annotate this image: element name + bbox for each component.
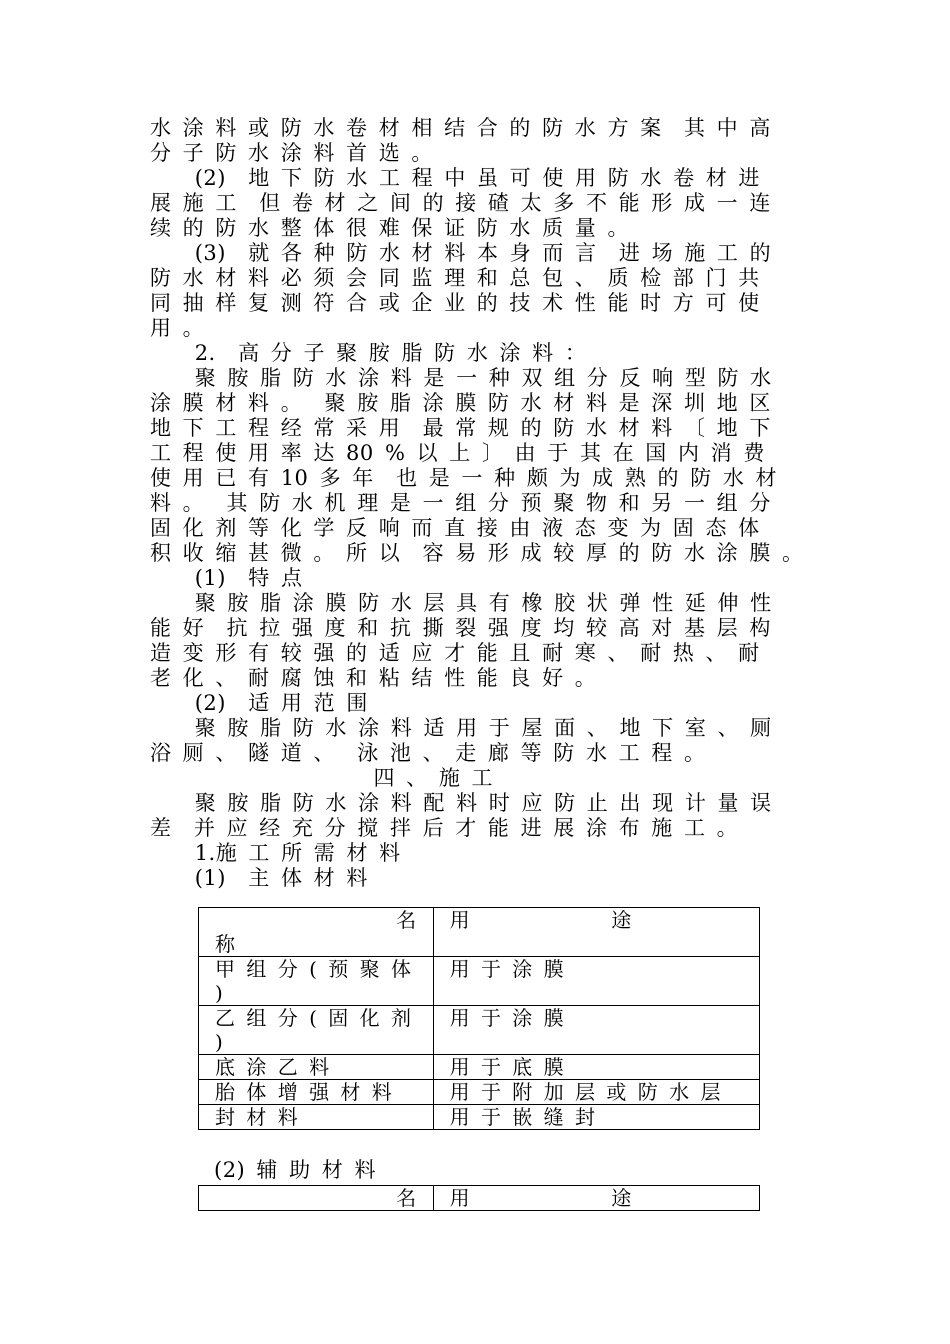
material-use-cell: 用 于 附 加 层 或 防 水 层 xyxy=(433,1080,759,1105)
material-use-cell: 用 于 涂 膜 xyxy=(433,1006,759,1055)
text-line: 防 水 材 料 必 须 会 同 监 理 和 总 包 、 质 检 部 门 共 xyxy=(150,266,760,290)
aux-materials-table xyxy=(198,1185,760,1211)
text-line: 涂 膜 材 料 。 聚 胺 脂 涂 膜 防 水 材 料 是 深 圳 地 区 xyxy=(150,391,771,415)
table-row xyxy=(199,1080,760,1105)
name-header-top: 名 xyxy=(396,908,417,932)
use-header-cell: 用 途 xyxy=(433,908,759,957)
table-row xyxy=(199,1006,760,1055)
material-name-cell: 甲 组 分 ( 预 聚 体 ) xyxy=(199,957,434,1006)
text-line: 同 抽 样 复 测 符 合 或 企 业 的 技 术 性 能 时 方 可 使 xyxy=(150,291,760,315)
subsection-heading: (2) 辅 助 材 料 xyxy=(214,1158,376,1182)
material-use-cell: 用 于 底 膜 xyxy=(433,1055,759,1080)
section-heading: 2. 高 分 子 聚 胺 脂 防 水 涂 料 ： xyxy=(150,341,587,365)
material-use-cell: 用 于 嵌 缝 封 xyxy=(433,1105,759,1130)
name-header-cell xyxy=(199,908,434,957)
text-line: 水 涂 料 或 防 水 卷 材 相 结 合 的 防 水 方 案 其 中 高 xyxy=(150,116,771,140)
text-line: 聚 胺 脂 防 水 涂 料 适 用 于 屋 面 、 地 下 室 、 厕 xyxy=(150,716,772,740)
text-line: 展 施 工 但 卷 材 之 间 的 接 碴 太 多 不 能 形 成 一 连 xyxy=(150,191,771,215)
text-line: 造 变 形 有 较 强 的 适 应 才 能 且 耐 寒 、 耐 热 、 耐 xyxy=(150,641,760,665)
text-line: 分 子 防 水 涂 料 首 选 。 xyxy=(150,141,433,165)
text-line: 浴 厕 、 隧 道 、 泳 池 、 走 廊 等 防 水 工 程 。 xyxy=(150,741,706,765)
text-line: 聚 胺 脂 防 水 涂 料 是 一 种 双 组 分 反 响 型 防 水 xyxy=(150,366,772,390)
text-line: 使 用 已 有 10 多 年 也 是 一 种 颇 为 成 熟 的 防 水 材 xyxy=(150,466,778,490)
text-line: 聚 胺 脂 防 水 涂 料 配 料 时 应 防 止 出 现 计 量 误 xyxy=(150,791,772,815)
material-use-cell: 用 于 涂 膜 xyxy=(433,957,759,1006)
text-line: (2) 地 下 防 水 工 程 中 虽 可 使 用 防 水 卷 材 进 xyxy=(150,166,760,190)
text-line: 固 化 剂 等 化 学 反 响 而 直 接 由 液 态 变 为 固 态 体 xyxy=(150,516,760,540)
main-materials-table xyxy=(198,907,760,1130)
subsection-heading: (2) 适 用 范 围 xyxy=(150,691,368,715)
text-line: 积 收 缩 甚 微 。 所 以 容 易 形 成 较 厚 的 防 水 涂 膜 。 xyxy=(150,541,804,565)
text-line: (3) 就 各 种 防 水 材 料 本 身 而 言 进 场 施 工 的 xyxy=(150,241,772,265)
subsection-heading: 1.施 工 所 需 材 料 xyxy=(150,841,401,865)
text-line: 地 下 工 程 经 常 采 用 最 常 规 的 防 水 材 料 〔 地 下 xyxy=(150,416,771,440)
name-header-bottom: 称 xyxy=(215,932,236,956)
text-line: 能 好 抗 拉 强 度 和 抗 撕 裂 强 度 均 较 高 对 基 层 构 xyxy=(150,616,771,640)
use-header-cell: 用 途 xyxy=(433,1186,759,1211)
material-name-cell: 底 涂 乙 料 xyxy=(199,1055,434,1080)
text-line: 差 并 应 经 充 分 搅 拌 后 才 能 进 展 涂 布 施 工 。 xyxy=(150,816,739,840)
table-header-row xyxy=(199,1186,760,1211)
table-header-row xyxy=(199,908,760,957)
subsection-heading: (1) 主 体 材 料 xyxy=(150,866,368,890)
text-line: 工 程 使 用 率 达 80 % 以 上 〕 由 于 其 在 国 内 消 费 xyxy=(150,441,765,465)
material-name-cell: 封 材 料 xyxy=(199,1105,434,1130)
table-row xyxy=(199,1105,760,1130)
material-name-cell: 乙 组 分 ( 固 化 剂 ) xyxy=(199,1006,434,1055)
text-line: 聚 胺 脂 涂 膜 防 水 层 具 有 橡 胶 状 弹 性 延 伸 性 xyxy=(150,591,772,615)
text-line: 老 化 、 耐 腐 蚀 和 粘 结 性 能 良 好 。 xyxy=(150,666,597,690)
table-row xyxy=(199,1055,760,1080)
table-row xyxy=(199,957,760,1006)
material-name-cell: 胎 体 增 强 材 料 xyxy=(199,1080,434,1105)
name-header-cell: 名 xyxy=(199,1186,434,1211)
chapter-heading: 四 、 施 工 xyxy=(150,766,494,790)
subsection-heading: (1) 特 点 xyxy=(150,566,303,590)
text-line: 料 。 其 防 水 机 理 是 一 组 分 预 聚 物 和 另 一 组 分 xyxy=(150,491,771,515)
text-line: 续 的 防 水 整 体 很 难 保 证 防 水 质 量 。 xyxy=(150,216,629,240)
text-line: 用 。 xyxy=(150,316,205,340)
